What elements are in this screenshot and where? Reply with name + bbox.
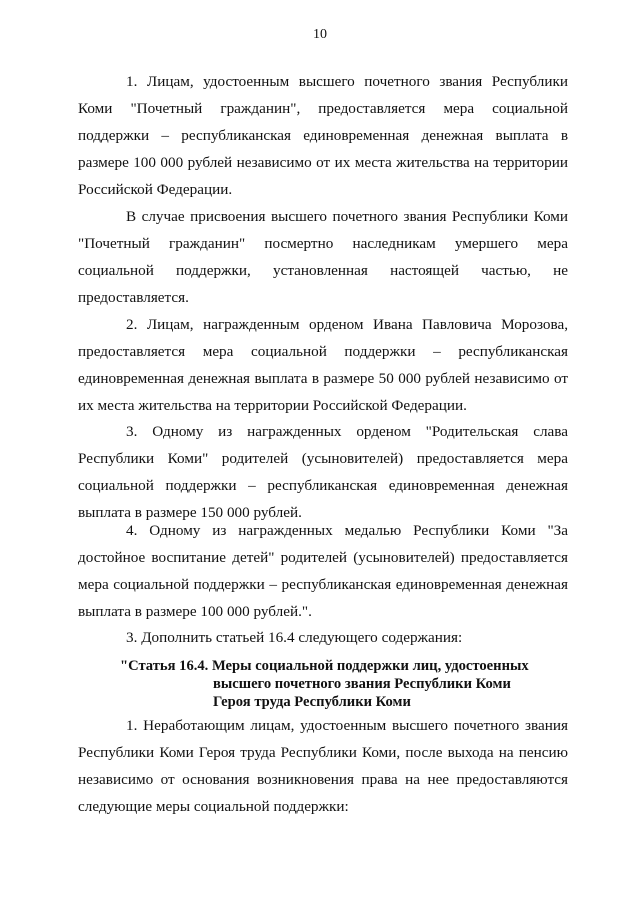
paragraph-4 [78, 418, 568, 526]
paragraph-6 [78, 624, 568, 651]
paragraph-6-text: 3. Дополнить статьей 16.4 следующего содержания: [126, 629, 463, 646]
paragraph-5 [78, 517, 568, 625]
paragraph-5-text: 4. Одному из награжденных медалью Республики Коми "За достойное воспитание детей" родителей (усыновителей) предоставляется мера социальной поддержки – республиканская единовременная денежная выплата в размере 100 000 рублей.". [78, 522, 568, 620]
paragraph-3-text: 2. Лицам, награжденным орденом Ивана Павловича Морозова, предоставляется мера социальной поддержки – республиканская единовременная денежная выплата в размере 50 000 рублей независимо от их места жительства на территории Российской Федерации. [78, 316, 568, 414]
article-heading [120, 657, 570, 711]
page-number: 10 [313, 27, 327, 42]
paragraph-4-text: 3. Одному из награжденных орденом "Родительская слава Республики Коми" родителей (усыновителей) предоставляется мера социальной поддержки – республиканская единовременная денежная выплата в размере 150 000 рублей. [78, 423, 568, 521]
article-heading-line-2: высшего почетного звания Республики Коми [213, 676, 511, 692]
paragraph-2-text: В случае присвоения высшего почетного звания Республики Коми "Почетный гражданин" посмертно наследникам умершего мера социальной поддержки, установленная настоящей частью, не предоставляется. [78, 208, 568, 306]
article-heading-line-3: Героя труда Республики Коми [213, 694, 411, 710]
paragraph-1 [78, 68, 568, 203]
paragraph-7-text: 1. Неработающим лицам, удостоенным высшего почетного звания Республики Коми Героя труда Республики Коми, после выхода на пенсию независимо от основания возникновения права на нее предоставляются следующие меры социальной поддержки: [78, 717, 568, 815]
paragraph-1-text: 1. Лицам, удостоенным высшего почетного звания Республики Коми "Почетный гражданин", предоставляется мера социальной поддержки – республиканская единовременная денежная выплата в размере 100 000 рублей независимо от их места жительства на территории Российской Федерации. [78, 73, 568, 198]
paragraph-7 [78, 712, 568, 820]
article-heading-line-1: "Статья 16.4. Меры социальной поддержки лиц, удостоенных [120, 658, 529, 674]
paragraph-2 [78, 203, 568, 311]
paragraph-3 [78, 311, 568, 419]
